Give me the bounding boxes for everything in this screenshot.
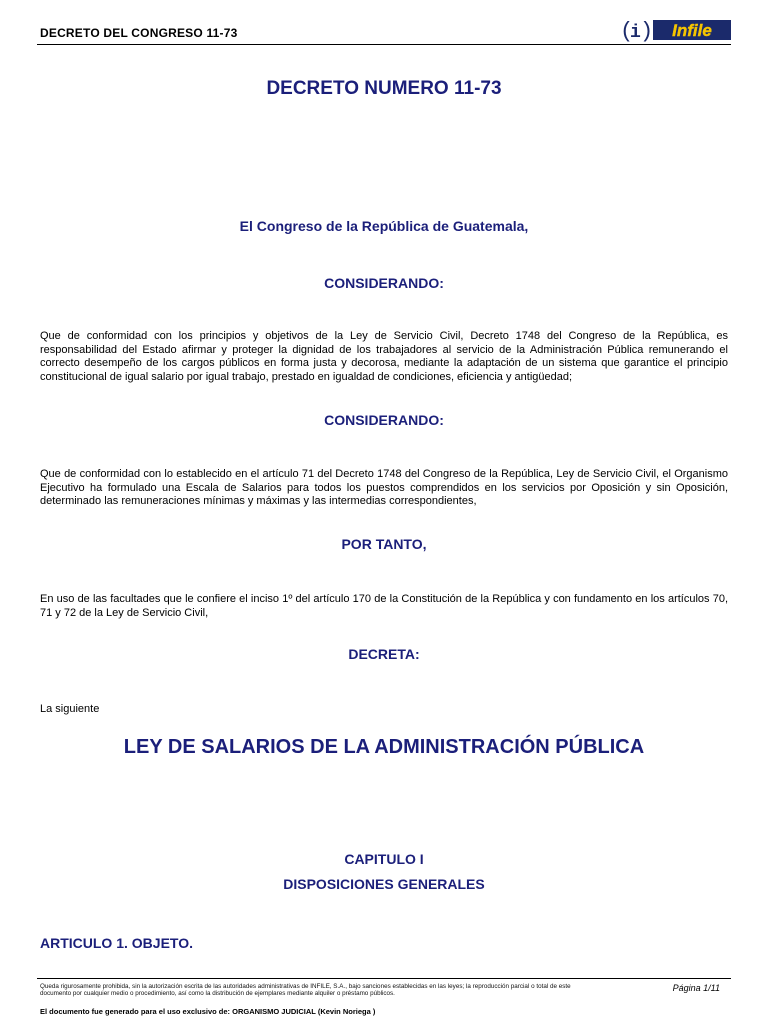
infile-logo: [620, 17, 732, 43]
svg-text:(: (: [620, 19, 634, 43]
header-divider: [37, 44, 731, 45]
issuing-body: El Congreso de la República de Guatemala,: [239, 218, 529, 234]
page-number: Página 1/11: [672, 983, 720, 993]
svg-text:): ): [640, 19, 654, 43]
paragraph-1: Que de conformidad con los principios y objetivos de la Ley de Servicio Civil, Decreto 1748 del Congreso de la República, es responsabilidad del Estado afirmar y proteger la dignidad de los trabajadores al servicio de la Administración Pública remunerando el correcto desempeño de los cargos públicos en forma justa y decorosa, mediante la adaptación de un sistema que garantice el principio constitucional de igual salario por igual trabajo, prestado en igualdad de condiciones, eficiencia y antigüedad;: [40, 330, 728, 383]
chapter-title: DISPOSICIONES GENERALES: [283, 876, 485, 892]
svg-text:i: i: [630, 23, 641, 43]
chapter-heading: CAPITULO I: [344, 851, 424, 867]
considerando-heading-1: CONSIDERANDO:: [324, 275, 444, 291]
generated-for-notice: El documento fue generado para el uso exclusivo de: ORGANISMO JUDICIAL (Kevin Noriega ): [40, 1007, 376, 1016]
por-tanto-heading: POR TANTO,: [341, 536, 427, 552]
considerando-heading-2: CONSIDERANDO:: [324, 412, 444, 428]
paragraph-3: En uso de las facultades que le confiere el inciso 1º del artículo 170 de la Constitución de la República y con fundamento en los artículos 70, 71 y 72 de la Ley de Servicio Civil,: [40, 593, 728, 619]
header-title: DECRETO DEL CONGRESO 11-73: [40, 26, 238, 40]
article-1-heading: ARTICULO 1. OBJETO.: [40, 935, 193, 951]
copyright-notice: Queda rigurosamente prohibida, sin la autorización escrita de las autoridades administrativas de INFILE, S.A., bajo sanciones establecidas en las leyes; la reproducción parcial o total de este documento por cualquier medio o procedimiento, así como la distribución de ejemplares mediante alquiler o préstamo públicos.: [40, 983, 571, 998]
logo-wordmark: Infile: [672, 21, 712, 40]
document-title: DECRETO NUMERO 11-73: [266, 78, 502, 99]
law-title: LEY DE SALARIOS DE LA ADMINISTRACIÓN PÚBLICA: [123, 736, 645, 758]
paragraph-2: Que de conformidad con lo establecido en el artículo 71 del Decreto 1748 del Congreso de la República, Ley de Servicio Civil, el Organismo Ejecutivo ha formulado una Escala de Salarios para todos los puestos comprendidos en los servicios por Oposición y sin Oposición, determinado las remuneraciones mínimas y máximas y las intermedias correspondientes,: [40, 468, 728, 508]
footer-divider: [37, 978, 731, 979]
la-siguiente-text: La siguiente: [40, 703, 100, 715]
decreta-heading: DECRETA:: [348, 646, 420, 662]
